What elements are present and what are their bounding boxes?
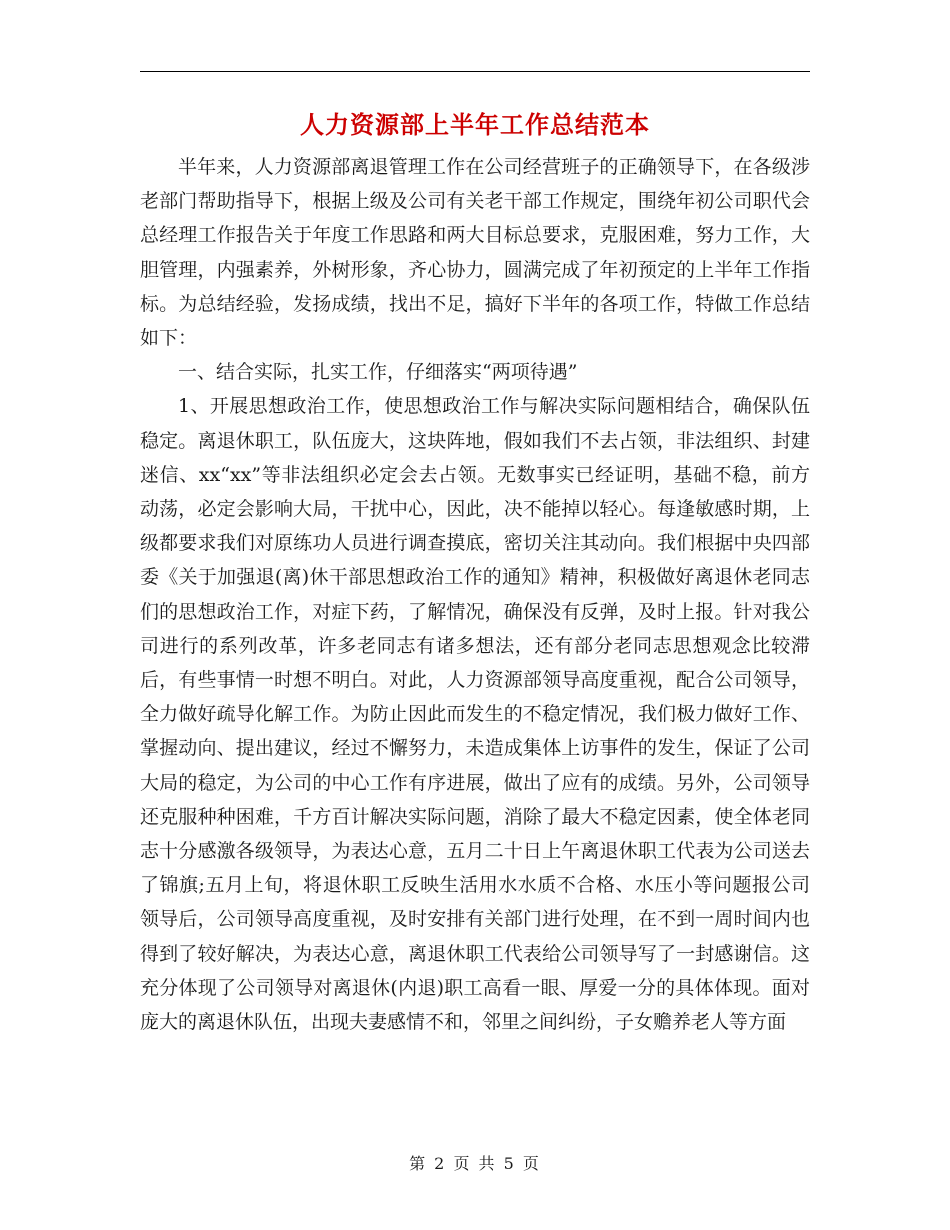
section-heading: 一、结合实际，扎实工作，仔细落实“两项待遇” bbox=[178, 361, 578, 384]
header-rule bbox=[140, 71, 810, 72]
paragraph-intro: 半年来，人力资源部离退管理工作在公司经营班子的正确领导下，在各级涉老部门帮助指导下，根据上级及公司有关老干部工作规定，围绕年初公司职代会总经理工作报告关于年度工作思路和两大目标总要求，克服困难，努力工作，大胆管理，内强素养，外树形象，齐心协力，圆满完成了年初预定的上半年工作指标。为总结经验，发扬成绩，找出不足，搞好下半年的各项工作，特做工作总结如下： bbox=[140, 156, 810, 350]
document-body bbox=[140, 150, 810, 1039]
page-number: 第 2 页 共 5 页 bbox=[409, 1154, 541, 1173]
document-title: 人力资源部上半年工作总结范本 bbox=[300, 111, 650, 139]
paragraph-item-1: 1、开展思想政治工作，使思想政治工作与解决实际问题相结合，确保队伍稳定。离退休职工，队伍庞大，这块阵地，假如我们不去占领，非法组织、封建迷信、xx“xx”等非法组织必定会去占领。无数事实已经证明，基础不稳，前方动荡，必定会影响大局，干扰中心，因此，决不能掉以轻心。每逢敏感时期，上级都要求我们对原练功人员进行调查摸底，密切关注其动向。我们根据中央四部委《关于加强退(离)休干部思想政治工作的通知》精神，积极做好离退休老同志们的思想政治工作，对症下药，了解情况，确保没有反弹，及时上报。针对我公司进行的系列改革，许多老同志有诸多想法，还有部分老同志思想观念比较滞后，有些事情一时想不明白。对此，人力资源部领导高度重视，配合公司领导，全力做好疏导化解工作。为防止因此而发生的不稳定情况，我们极力做好工作、掌握动向、提出建议，经过不懈努力，未造成集体上访事件的发生，保证了公司大局的稳定，为公司的中心工作有序进展，做出了应有的成绩。另外，公司领导还克服种种困难，千方百计解决实际问题，消除了最大不稳定因素，使全体老同志十分感激各级领导，为表达心意，五月二十日上午离退休职工代表为公司送去了锦旗;五月上旬，将退休职工反映生活用水水质不合格、水压小等问题报公司领导后，公司领导高度重视，及时安排有关部门进行处理，在不到一周时间内也得到了较好解决，为表达心意，离退休职工代表给公司领导写了一封感谢信。这充分体现了公司领导对离退休(内退)职工高看一眼、厚爱一分的具体体现。面对庞大的离退休队伍，出现夫妻感情不和，邻里之间纠纷，子女赡养老人等方面 bbox=[140, 395, 810, 1034]
